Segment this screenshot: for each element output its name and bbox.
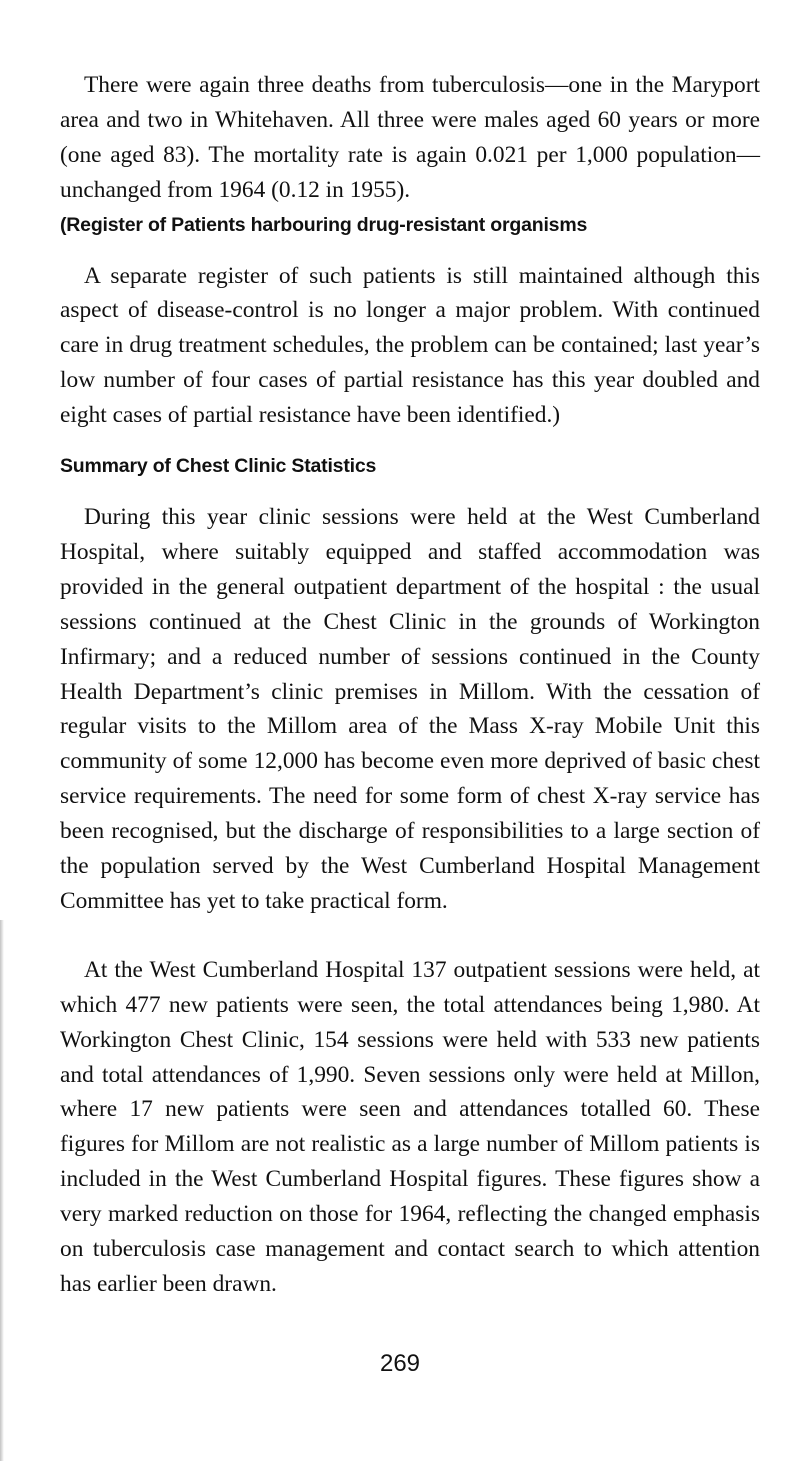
paragraph-tuberculosis-deaths: There were again three deaths from tuberculosis—one in the Maryport area and two in Whitehaven. All three were males aged 60 years or more (one aged 83). The mortality rate is again 0.021 per 1,000 population—unchanged from 1964 (0.12 in 1955). bbox=[60, 72, 760, 203]
paragraph-clinic-sessions: During this year clinic sessions were held at the West Cumberland Hospital, where suitably equipped and staffed accommodation was provided in the general outpatient department of the hospital : the usual sessions continued at the Chest Clinic in the grounds of Workington Infirmary; and a reduced number of sessions continued in the County Health Department’s clinic premises in Millom. With the cessation of regular visits to the Millom area of the Mass X-ray Mobile Unit this community of some 12,000 has become even more deprived of basic chest service requirements. The need for some form of chest X-ray service has been recognised, but the discharge of responsibilities to a large section of the population served by the West Cumberland Hospital Management Committee has yet to take practical form. bbox=[60, 503, 760, 914]
page-number: 269 bbox=[379, 1350, 421, 1377]
page-binding-shadow bbox=[0, 920, 4, 1461]
document-page bbox=[60, 68, 760, 1302]
paragraph-outpatient-statistics: At the West Cumberland Hospital 137 outpatient sessions were held, at which 477 new patients were seen, the total attendances being 1,980. At Workington Chest Clinic, 154 sessions were held with 533 new patients and total attendances of 1,990. Seven sessions only were held at Millon, where 17 new patients were seen and attendances totalled 60. These figures for Millom are not realistic as a large number of Millom patients is included in the West Cumberland Hospital figures. These figures show a very marked reduction on those for 1964, reflecting the changed emphasis on tuberculosis case management and contact search to which attention has earlier been drawn. bbox=[60, 956, 760, 1297]
paragraph-separate-register: A separate register of such patients is still maintained although this aspect of disease-control is no longer a major problem. With continued care in drug treatment schedules, the problem can be contained; last year’s low number of four cases of partial resistance has this year doubled and eight cases of partial resistance have been identified.) bbox=[60, 262, 760, 429]
heading-register-drug-resistant: (Register of Patients harbouring drug-resistant organisms bbox=[60, 213, 588, 236]
heading-chest-clinic-statistics: Summary of Chest Clinic Statistics bbox=[60, 455, 377, 478]
